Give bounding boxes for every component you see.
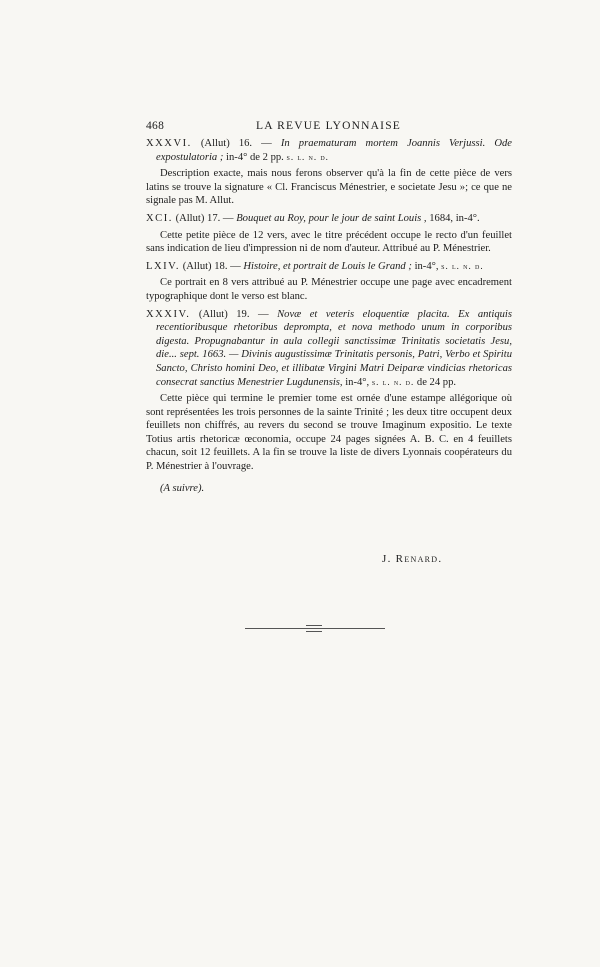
entry-sln: s. l. n. d. xyxy=(441,260,484,271)
entry-title: Histoire, et portrait de Louis le Grand ; xyxy=(243,260,412,272)
bibliography-entry xyxy=(146,212,512,256)
rule-ornament xyxy=(306,625,322,632)
entry-format: in-4°, xyxy=(345,376,370,388)
entry-format: 1684, in-4°. xyxy=(429,212,480,224)
entry-numeral: XXXVI. xyxy=(146,138,192,149)
entry-description: Cette pièce qui termine le premier tome est ornée d'une estampe allégorique où sont représentées les trois personnes de la sainte Trinité ; les deux titre occupent deux feuillets non chiffrés, au revers du second se trouve Imaginum expositio. Le texte Totius artis rhetoricæ œconomia, occupe 24 pages signées A. B. C. en 4 feuillets chacun, soit 12 feuillets. A la fin se trouve la liste de divers Lyonnais coopérateurs du P. Ménestrier à l'ouvrage. xyxy=(146,393,512,473)
entry-ref: (Allut) 16. — xyxy=(200,138,272,149)
entry-title: Bouquet au Roy, pour le jour de saint Louis , xyxy=(236,212,427,224)
entry-heading xyxy=(146,212,512,226)
to-follow-note: (A suivre). xyxy=(160,482,205,494)
page-body xyxy=(146,137,512,495)
author-signature: J. Renard. xyxy=(382,553,443,565)
bibliography-entry xyxy=(146,137,512,208)
entry-format: in-4°, xyxy=(414,260,439,272)
entry-title: In praematuram mortem Joannis Verjussi. Ode expostulatoria ; xyxy=(156,138,513,163)
running-title: LA REVUE LYONNAISE xyxy=(256,120,402,132)
entry-numeral: LXIV. xyxy=(146,260,181,272)
entry-format: in-4° de 2 pp. xyxy=(226,151,284,163)
entry-sln: s. l. n. d. xyxy=(286,151,329,162)
entry-ref: (Allut) 19. — xyxy=(198,308,269,320)
page-number: 468 xyxy=(146,120,165,132)
entry-numeral: XXXIV. xyxy=(146,308,191,320)
entry-heading xyxy=(146,137,512,164)
entry-description: Cette petite pièce de 12 vers, avec le titre précédent occupe le recto d'un feuillet sans indication de lieu d'impression ni de nom d'auteur. Attribué au P. Ménestrier. xyxy=(146,229,512,255)
entry-description: Description exacte, mais nous ferons observer qu'à la fin de cette pièce de vers latins se trouve la signature « Cl. Franciscus Ménestrier, e societate Jesu »; ce que ne signale pas M. Allut. xyxy=(146,168,512,207)
entry-extra: de 24 pp. xyxy=(416,376,457,388)
entry-description: Ce portrait en 8 vers attribué au P. Ménestrier occupe une page avec encadrement typographique dont le verso est blanc. xyxy=(146,277,512,302)
bibliography-entry xyxy=(146,260,512,304)
bibliography-entry xyxy=(146,308,512,474)
entry-title: Novæ et veteris eloquentiæ placita. Ex antiquis recentioribusque rhetoribus deprompta, et nova methodo unum in corporibus digesta. Propugnabantur in aula collegii sanctissimæ Trinitatis societatis Jesu, die... sept. 1663. — Divinis augustissimæ Trinitatis personis, Patri, Verbo et Spiritu Sancto, Christo homini Deo, et illibatæ Virgini Matri Deiparæ vindicias rhetoricas consecrat sanctius Menestrier Lugdunensis, xyxy=(156,308,512,388)
entry-ref: (Allut) 18. — xyxy=(182,260,241,272)
entry-ref: (Allut) 17. — xyxy=(175,212,234,224)
entry-heading xyxy=(146,308,512,390)
entry-sln: s. l. n. d. xyxy=(371,376,415,387)
entry-numeral: XCI. xyxy=(146,212,173,224)
entry-heading xyxy=(146,260,512,274)
